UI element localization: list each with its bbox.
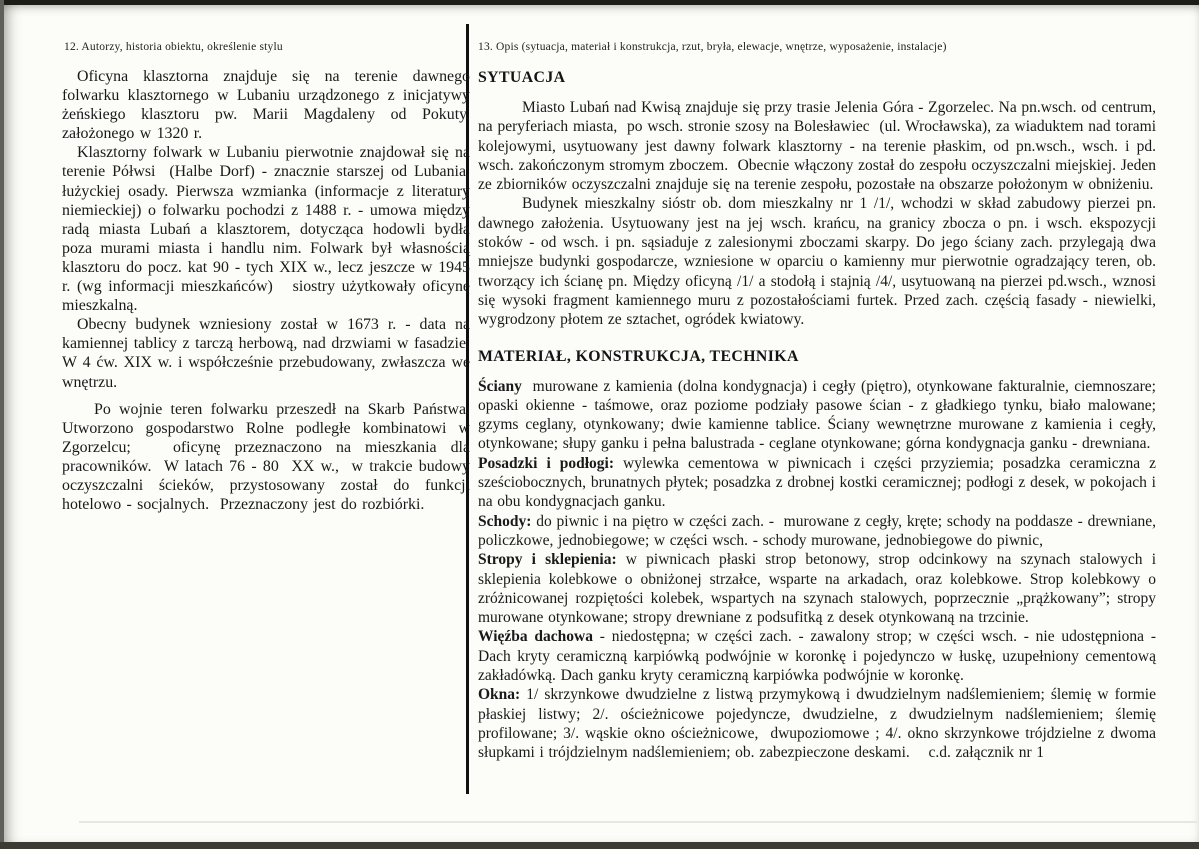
item-lead-walls: Ściany: [478, 377, 522, 395]
item-lead-ceilings: Stropy i sklepienia:: [478, 551, 617, 569]
item-text-floors: wylewka cementowa w piwnicach i części przyziemia; posadzka ceramiczna z sześciobocznych, brunatnych płytek; posadzka z drobnej kostki ceramicznej; podłogi z desek, w pokojach i na obu kondygnacjach ganku.: [478, 454, 1156, 511]
material-item-windows: [478, 685, 1156, 762]
item-lead-floors: Posadzki i podłogi:: [478, 454, 615, 472]
item-lead-stairs: Schody:: [478, 512, 532, 530]
material-item-roof-truss: [478, 627, 1156, 685]
material-item-stairs: [478, 512, 1156, 551]
item-text-roof-truss: - niedostępna; w części zach. - zawalony strop; w części wsch. - nie udostępniona - Dach kryty ceramiczną karpiówką podwójnie w koronkę i pojedynczo w łuskę, uzupełniony cementową zakładówką. Dach ganku kryty ceramiczną karpiówka podwójnie w koronkę.: [478, 628, 1156, 685]
field-12-label: 12. Autorzy, historia obiektu, określenie stylu: [64, 41, 283, 53]
item-text-stairs: do piwnic i na piętro w części zach. - murowane z cegły, kręte; schody na poddasze - drewniane, policzkowe, jednobiegowe; w części wsch. - schody murowane, jednobiegowe do piwnic,: [478, 512, 1156, 549]
material-item-floors: [478, 454, 1156, 512]
item-text-walls: murowane z kamienia (dolna kondygnacja) i cegły (piętro), otynkowane fakturalnie, ciemnoszare; opaski okienne - taśmowe, oraz poziome podziały pasowe ścian - z gładkiego tynku, biało malowane; gzyms ceglany, otynkowany; dwie kamienne tablice. Ściany wewnętrzne murowane z kamienia i cegły, otynkowane; słupy ganku i pełna balustrada - ceglane otynkowane; górna kondygnacja ganku - drewniana.: [478, 377, 1156, 453]
history-paragraph-4: Po wojnie teren folwarku przeszedł na Skarb Państwa. Utworzono gospodarstwo Rolne podległe kombinatowi w Zgorzelcu; oficynę przeznaczono na mieszkania dla pracowników. W latach 76 - 80 XX w., w trakcie budowy oczyszczalni ścieków, przystosowany został do funkcji hotelowo - socjalnych. Przeznaczony jest do rozbiórki.: [62, 400, 470, 514]
right-column-description: [478, 41, 1156, 763]
situation-paragraph-1: Miasto Lubań nad Kwisą znajduje się przy trasie Jelenia Góra - Zgorzelec. Na pn.wsch. od centrum, na peryferiach miasta, po wsch. stronie szosy na Bolesławiec (ul. Wrocławska), za wiaduktem nad torami kolejowymi, usytuowany jest dawny folwark klasztorny - na terenie płaskim, od pn.wsch., wsch. i pd. wsch. zakończonym stromym zboczem. Obecnie włączony został do zespołu oczyszczalni miejskiej. Jeden ze zbiorników oczyszczalni znajduje się na terenie zespołu, pozostałe na obszarze położonym w obniżeniu.: [478, 99, 1156, 194]
scan-edge-bottom: [0, 842, 1199, 849]
item-text-windows: 1/ skrzynkowe dwudzielne z listwą przymykową i dwudzielnym nadślemieniem; ślemię w formie płaskiej listwy; 2/. ościeżnicowe pojedyncze, dwudzielne, z dwudzielnym nadślemieniem; ślemię profilowane; 3/. wąskie okno ościeżnicowe, dwupoziomowe ; 4/. okno skrzynkowe trójdzielne z dwoma słupkami i trójdzielnym nadślemieniem; ob. zabezpieczone deskami. c.d. załącznik nr 1: [478, 686, 1156, 762]
material-item-ceilings: [478, 550, 1156, 627]
page-fold-line: [79, 821, 1197, 823]
material-section-title: MATERIAŁ, KONSTRUKCJA, TECHNIKA: [478, 347, 799, 365]
material-item-walls: [478, 377, 1156, 454]
item-lead-windows: Okna:: [478, 686, 521, 704]
field-13-label: 13. Opis (sytuacja, materiał i konstrukcja, rzut, bryła, elewacje, wnętrze, wyposażenie, instalacje): [478, 41, 947, 53]
history-paragraph-1: Oficyna klasztorna znajduje się na terenie dawnego folwarku klasztornego w Lubaniu urządzonego z inicjatywy żeńskiego klasztoru pw. Marii Magdaleny od Pokuty, założonego w 1320 r.: [62, 68, 470, 143]
item-text-ceilings: w piwnicach płaski strop betonowy, strop odcinkowy na szynach stalowych i sklepienia kolebkowe o obniżonej strzałce, wsparte na arkadach, oraz kolebkowe. Strop kolebkowy o zróżnicowanej rozpiętości kolebek, wspartych na szynach stalowych, poprzecznie „prążkowany”; stropy murowane otynkowane; stropy drewniane z podsufitką z desek otynkowaną na trzcinie.: [478, 551, 1156, 627]
item-lead-roof-truss: Więźba dachowa: [478, 628, 593, 646]
history-paragraph-2: Klasztorny folwark w Lubaniu pierwotnie znajdował się na terenie Półwsi (Halbe Dorf) - znacznie starszej od Lubania, łużyckiej osady. Pierwsza wzmianka (informacje z literatury niemieckiej) o folwarku pochodzi z 1488 r. - umowa między radą miasta Lubań a klasztorem, dotycząca hodowli bydła poza murami miasta i handlu nim. Folwark był własnością klasztoru do pocz. kat 90 - tych XIX w., lecz jeszcze w 1945 r. (wg informacji mieszkańców) siostry użytkowały oficynę mieszkalną.: [62, 144, 470, 315]
left-column-history: [62, 41, 470, 514]
situation-section-title: SYTUACJA: [478, 69, 566, 86]
situation-paragraph-2: Budynek mieszkalny sióstr ob. dom mieszkalny nr 1 /1/, wchodzi w skład zabudowy pierzei pn. dawnego założenia. Usytuowany jest na jej wsch. krańcu, na granicy zbocza o pn. i wsch. ekspozycji stoków - od wsch. i pn. sąsiaduje z zalesionymi zboczami skarpy. Do jego ściany zach. przylegają dwa mniejsze budynki gospodarcze, wzniesione w oparciu o kamienny mur pierwotnie ogradzający teren, ob. tworzący ich ścianę pn. Między oficyną /1/ a stodołą i stajnią /4/, usytuowaną na pierzei pd.wsch., wznosi się wysoki fragment kamiennego muru z pozostałościami furtek. Przed zach. częścią fasady - niewielki, wygrodzony płotem ze sztachet, ogródek kwiatowy.: [478, 195, 1156, 329]
document-page: [4, 5, 1199, 842]
history-paragraph-3: Obecny budynek wzniesiony został w 1673 r. - data na kamiennej tablicy z tarczą herbową, nad drzwiami w fasadzie. W 4 ćw. XIX w. i współcześnie przebudowany, zwłaszcza we wnętrzu.: [62, 316, 470, 391]
